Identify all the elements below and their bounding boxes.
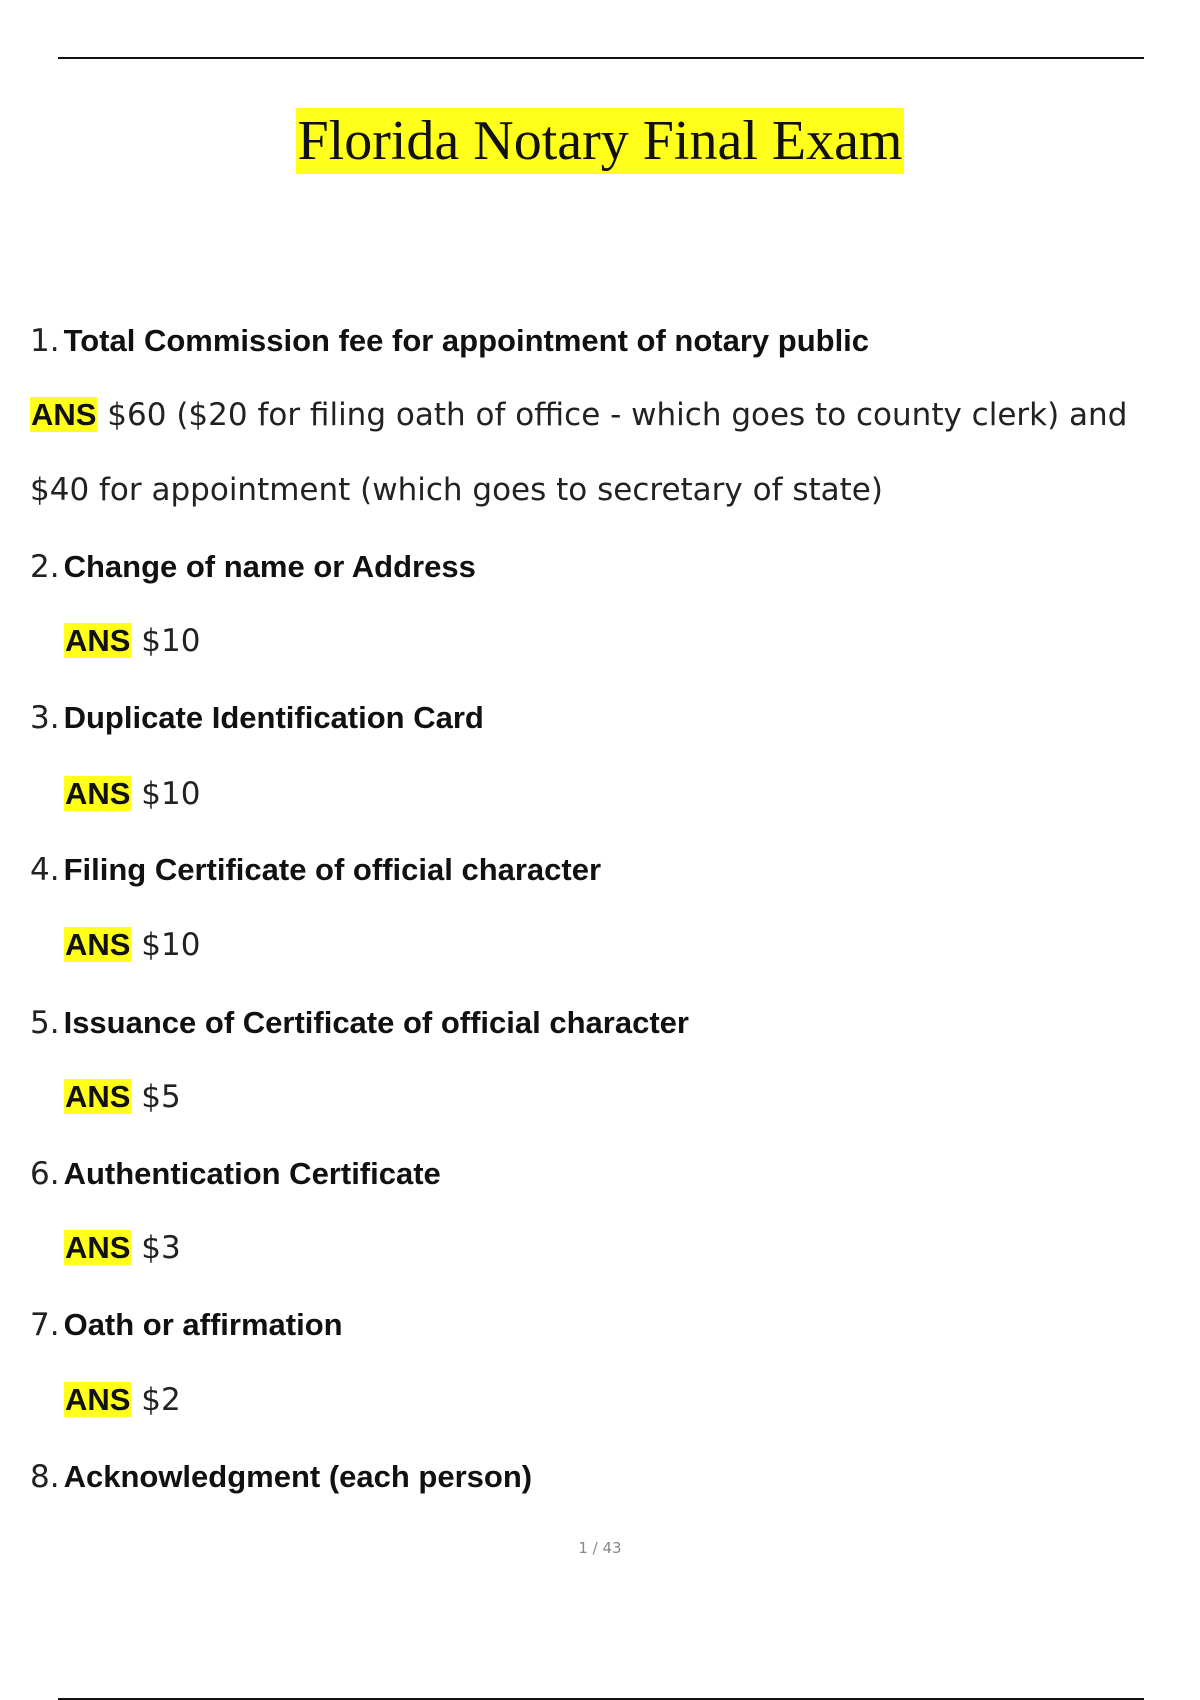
answer-tag: ANS [65, 1079, 131, 1114]
answer-text: $2 [131, 1382, 181, 1418]
question-text: Duplicate Identification Card [63, 700, 484, 735]
answer-tag: ANS [65, 776, 131, 811]
question-text: Change of name or Address [63, 549, 476, 584]
answer-text: $5 [131, 1079, 181, 1115]
answer-text: $40 for appointment (which goes to secretary of state) [30, 472, 883, 508]
answer-1-line-1 [30, 397, 1127, 433]
question-6 [30, 1156, 441, 1192]
question-number: 5. [30, 1005, 60, 1041]
answer-4 [64, 927, 200, 963]
question-3 [30, 700, 484, 736]
question-number: 4. [30, 852, 60, 888]
question-text: Authentication Certificate [63, 1156, 441, 1191]
answer-text: $10 [131, 776, 201, 812]
title-container [0, 108, 1200, 174]
answer-2 [64, 623, 200, 659]
question-8 [30, 1459, 532, 1495]
answer-text: $3 [131, 1230, 181, 1266]
question-1 [30, 323, 869, 359]
question-text: Filing Certificate of official character [63, 852, 602, 887]
question-number: 7. [30, 1307, 60, 1343]
document-title: Florida Notary Final Exam [297, 110, 903, 172]
question-number: 6. [30, 1156, 60, 1192]
question-text: Total Commission fee for appointment of notary public [63, 323, 870, 358]
question-text: Oath or affirmation [63, 1307, 343, 1342]
answer-tag: ANS [65, 1230, 131, 1265]
answer-5 [64, 1079, 181, 1115]
question-number: 2. [30, 549, 60, 585]
question-text: Acknowledgment (each person) [63, 1459, 533, 1494]
top-rule [58, 57, 1144, 59]
answer-3 [64, 776, 200, 812]
question-7 [30, 1307, 343, 1343]
answer-text: $10 [131, 623, 201, 659]
question-text: Issuance of Certificate of official character [63, 1005, 689, 1040]
question-4 [30, 852, 601, 888]
answer-tag: ANS [65, 927, 131, 962]
question-2 [30, 549, 476, 585]
answer-1-line-2 [30, 472, 883, 508]
answer-tag: ANS [65, 623, 131, 658]
question-5 [30, 1005, 689, 1041]
page-indicator: 1 / 43 [578, 1539, 622, 1557]
answer-tag: ANS [31, 397, 97, 432]
answer-7 [64, 1382, 181, 1418]
question-number: 1. [30, 323, 60, 359]
answer-6 [64, 1230, 181, 1266]
question-number: 3. [30, 700, 60, 736]
answer-text: $60 ($20 for filing oath of office - which goes to county clerk) and [97, 397, 1128, 433]
question-number: 8. [30, 1459, 60, 1495]
answer-text: $10 [131, 927, 201, 963]
answer-tag: ANS [65, 1382, 131, 1417]
